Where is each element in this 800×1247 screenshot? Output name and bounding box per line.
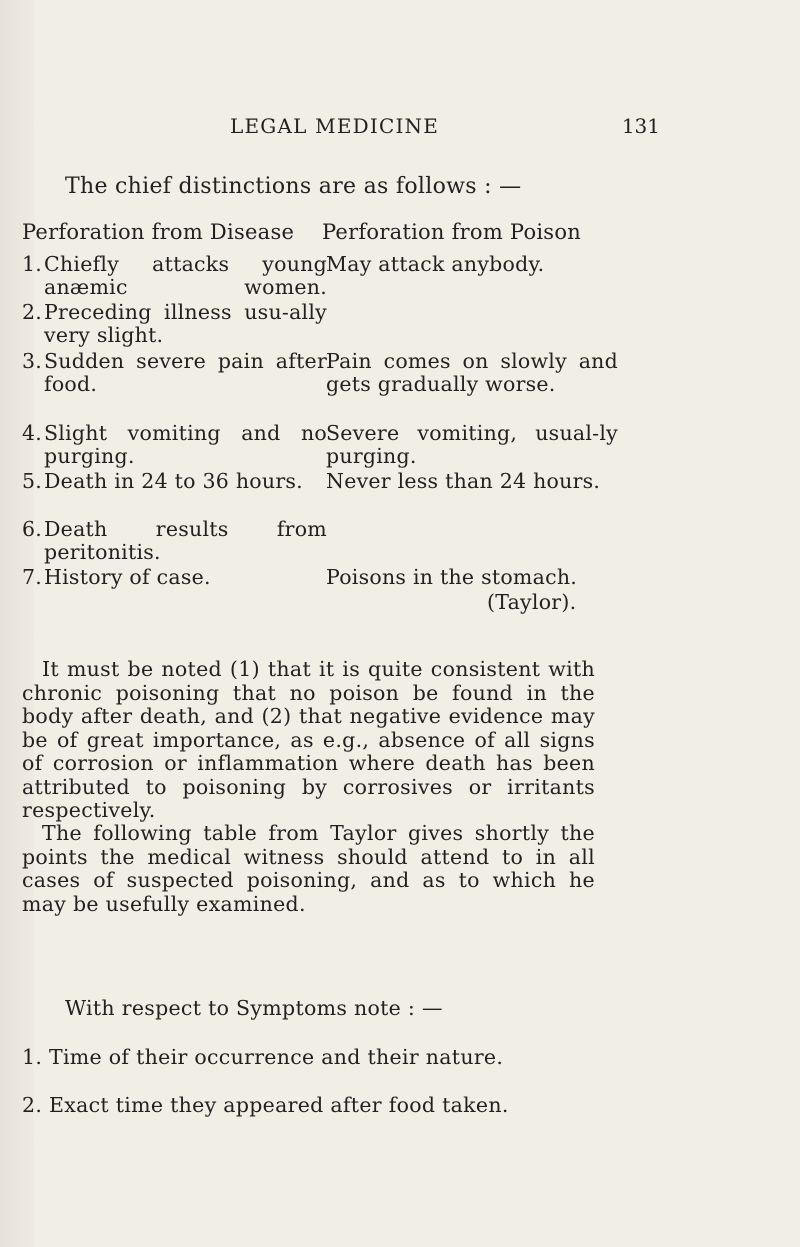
- left-text: Preceding illness usu-ally very slight.: [44, 300, 327, 347]
- paragraph: [22, 658, 595, 823]
- right-cell: May attack anybody.: [326, 252, 545, 276]
- paragraph: [22, 822, 595, 916]
- right-cell: Poisons in the stomach.: [326, 565, 578, 589]
- left-text: Death in 24 to 36 hours.: [44, 469, 303, 493]
- intro-line: The chief distinctions are as follows : —: [65, 174, 522, 199]
- running-head-title: LEGAL MEDICINE: [230, 114, 440, 138]
- row-number: 5.: [22, 469, 43, 493]
- right-cell: Pain comes on slowly and gets gradually worse.: [326, 349, 618, 396]
- paragraph-text: The following table from Taylor gives shortly the points the medical witness should attend to in all cases of suspected poisoning, and as to which he may be usefully examined.: [22, 821, 595, 916]
- right-cell: Severe vomiting, usual-ly purging.: [326, 421, 618, 468]
- symptoms-heading: With respect to Symptoms note : —: [65, 996, 443, 1020]
- left-text: Slight vomiting and no purging.: [44, 421, 327, 468]
- list-item: 1. Time of their occurrence and their nature.: [22, 1045, 504, 1069]
- column-header-poison: Perforation from Poison: [322, 220, 582, 244]
- right-cell: Never less than 24 hours.: [326, 469, 601, 493]
- left-text: Death results from peritonitis.: [44, 517, 327, 564]
- left-text: Chiefly attacks young anæmic women.: [44, 252, 327, 299]
- left-text: History of case.: [44, 565, 211, 589]
- page-number: 131: [621, 114, 660, 138]
- row-number: 4.: [22, 421, 43, 445]
- row-number: 3.: [22, 349, 43, 373]
- left-text: Sudden severe pain after food.: [44, 349, 327, 396]
- running-head: [60, 114, 660, 144]
- row-number: 2.: [22, 300, 43, 324]
- row-number: 6.: [22, 517, 43, 541]
- list-item: 2. Exact time they appeared after food taken.: [22, 1093, 509, 1117]
- column-header-disease: Perforation from Disease: [22, 220, 295, 244]
- row-number: 1.: [22, 252, 43, 276]
- citation: (Taylor).: [487, 590, 577, 614]
- paragraph-text: It must be noted (1) that it is quite consistent with chronic poisoning that no poison be found in the body after death, and (2) that negative evidence may be of great importance, as e.g., absence of all signs of corrosion or inflammation where death has been attributed to poisoning by corrosives or irritants respectively.: [22, 657, 595, 822]
- row-number: 7.: [22, 565, 43, 589]
